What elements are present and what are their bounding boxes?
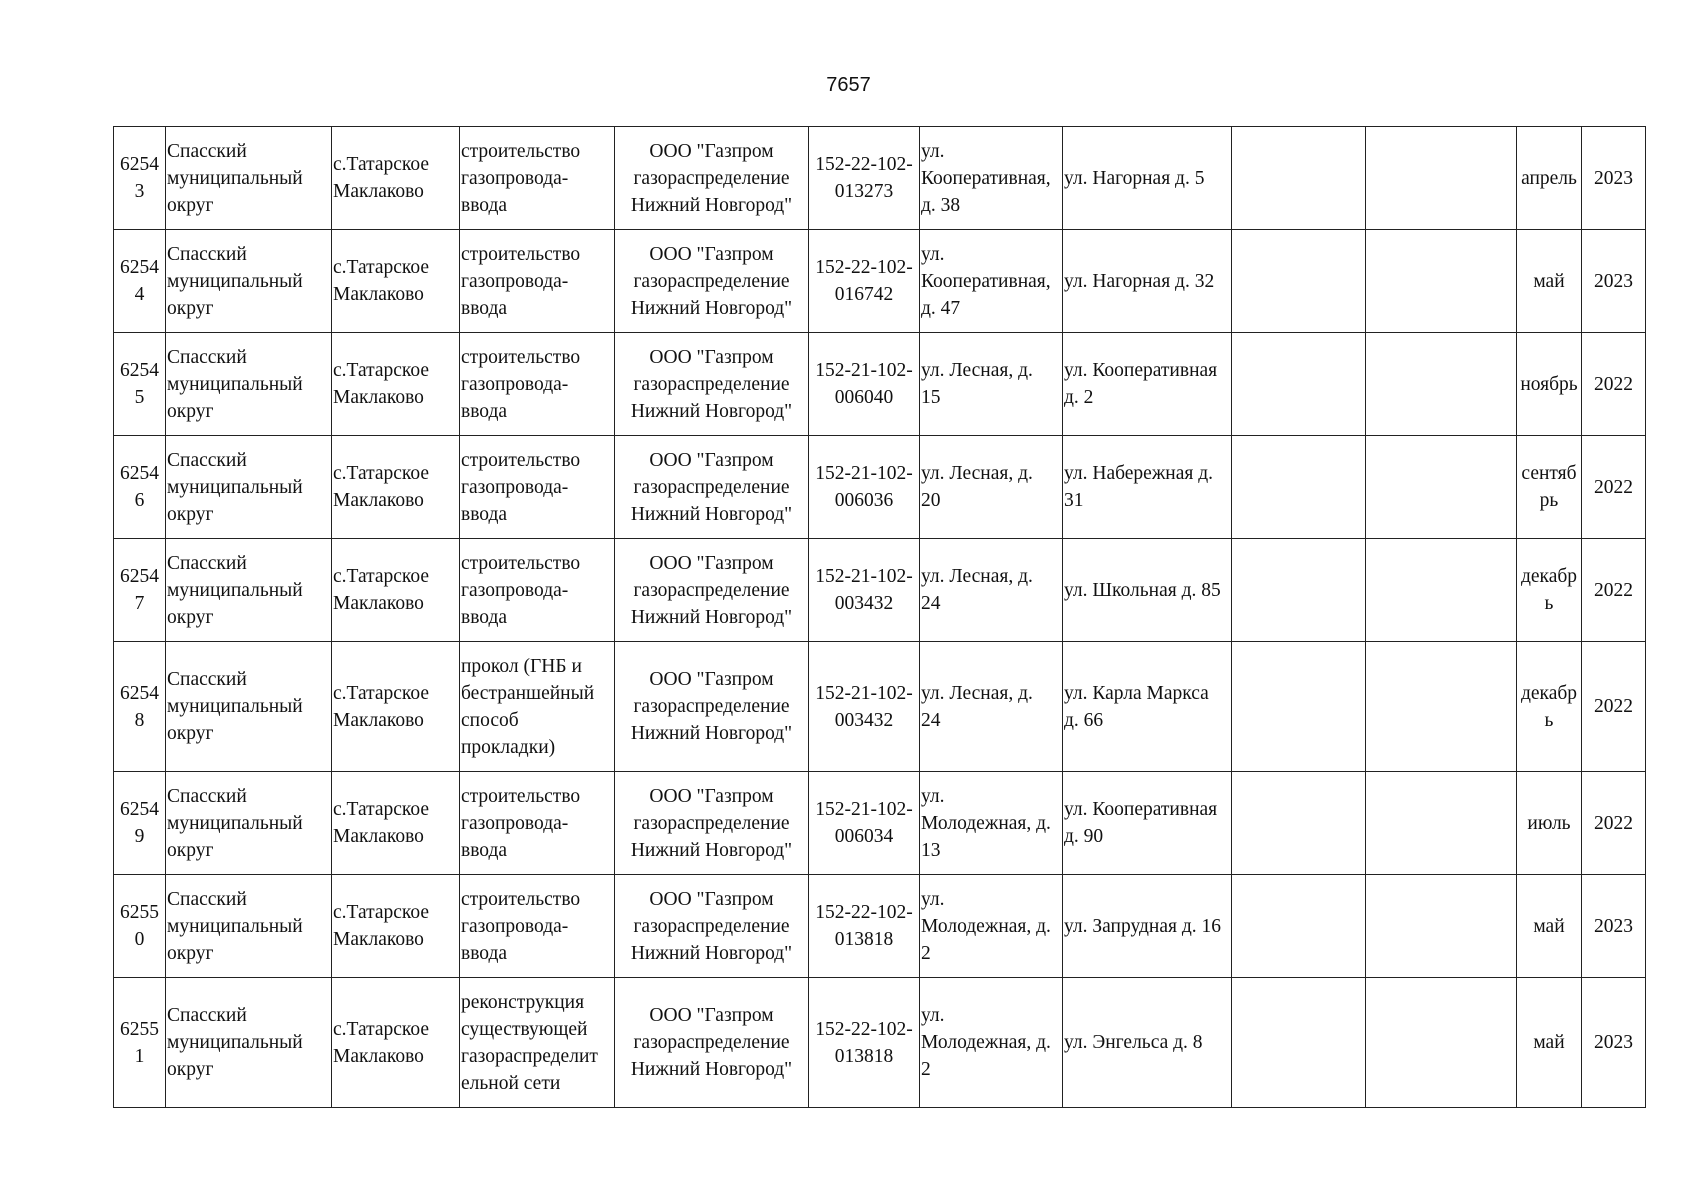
empty-cell-2: [1366, 772, 1517, 875]
connection-to-cell: ул. Запрудная д. 16: [1063, 875, 1232, 978]
table-row: [114, 127, 1646, 230]
district-cell: Спасский муниципальный округ: [166, 436, 332, 539]
organization-cell: ООО "Газпром газораспределение Нижний Новгород": [615, 978, 809, 1108]
row-number: 6254 7: [114, 539, 166, 642]
table-row: [114, 230, 1646, 333]
application-code-cell: 152-22-102- 016742: [809, 230, 920, 333]
work-type-cell: реконструкция существующей газораспределит ельной сети: [460, 978, 615, 1108]
row-number: 6254 9: [114, 772, 166, 875]
empty-cell-1: [1232, 875, 1366, 978]
application-code-cell: 152-22-102- 013273: [809, 127, 920, 230]
work-type-cell: строительство газопровода- ввода: [460, 436, 615, 539]
table-body: [114, 127, 1646, 1108]
organization-cell: ООО "Газпром газораспределение Нижний Новгород": [615, 436, 809, 539]
table-row: [114, 539, 1646, 642]
application-code-cell: 152-21-102- 006036: [809, 436, 920, 539]
work-type-cell: строительство газопровода- ввода: [460, 875, 615, 978]
empty-cell-1: [1232, 642, 1366, 772]
connection-to-cell: ул. Нагорная д. 5: [1063, 127, 1232, 230]
district-cell: Спасский муниципальный округ: [166, 539, 332, 642]
district-cell: Спасский муниципальный округ: [166, 642, 332, 772]
settlement-cell: с.Татарское Маклаково: [332, 127, 460, 230]
month-cell: май: [1517, 875, 1582, 978]
table-row: [114, 978, 1646, 1108]
work-type-cell: строительство газопровода- ввода: [460, 333, 615, 436]
district-cell: Спасский муниципальный округ: [166, 978, 332, 1108]
empty-cell-2: [1366, 978, 1517, 1108]
empty-cell-1: [1232, 127, 1366, 230]
empty-cell-1: [1232, 978, 1366, 1108]
empty-cell-2: [1366, 875, 1517, 978]
row-number: 6254 6: [114, 436, 166, 539]
connection-from-cell: ул. Молодежная, д. 13: [920, 772, 1063, 875]
month-cell: сентяб рь: [1517, 436, 1582, 539]
month-cell: май: [1517, 978, 1582, 1108]
empty-cell-1: [1232, 333, 1366, 436]
connection-to-cell: ул. Школьная д. 85: [1063, 539, 1232, 642]
row-number: 6254 5: [114, 333, 166, 436]
settlement-cell: с.Татарское Маклаково: [332, 772, 460, 875]
work-type-cell: строительство газопровода- ввода: [460, 772, 615, 875]
connection-from-cell: ул. Кооперативная, д. 38: [920, 127, 1063, 230]
organization-cell: ООО "Газпром газораспределение Нижний Новгород": [615, 772, 809, 875]
row-number: 6255 0: [114, 875, 166, 978]
row-number: 6255 1: [114, 978, 166, 1108]
empty-cell-1: [1232, 772, 1366, 875]
district-cell: Спасский муниципальный округ: [166, 875, 332, 978]
year-cell: 2022: [1582, 333, 1646, 436]
district-cell: Спасский муниципальный округ: [166, 772, 332, 875]
work-type-cell: строительство газопровода- ввода: [460, 127, 615, 230]
row-number: 6254 3: [114, 127, 166, 230]
connection-from-cell: ул. Лесная, д. 24: [920, 539, 1063, 642]
table-row: [114, 642, 1646, 772]
empty-cell-2: [1366, 127, 1517, 230]
organization-cell: ООО "Газпром газораспределение Нижний Новгород": [615, 230, 809, 333]
settlement-cell: с.Татарское Маклаково: [332, 642, 460, 772]
application-code-cell: 152-21-102- 003432: [809, 539, 920, 642]
connection-from-cell: ул. Лесная, д. 24: [920, 642, 1063, 772]
settlement-cell: с.Татарское Маклаково: [332, 875, 460, 978]
connection-from-cell: ул. Лесная, д. 15: [920, 333, 1063, 436]
year-cell: 2022: [1582, 539, 1646, 642]
settlement-cell: с.Татарское Маклаково: [332, 978, 460, 1108]
page-number: 7657: [826, 74, 871, 96]
district-cell: Спасский муниципальный округ: [166, 127, 332, 230]
works-table: [113, 126, 1646, 1108]
settlement-cell: с.Татарское Маклаково: [332, 333, 460, 436]
connection-to-cell: ул. Нагорная д. 32: [1063, 230, 1232, 333]
application-code-cell: 152-21-102- 006034: [809, 772, 920, 875]
table-row: [114, 436, 1646, 539]
connection-from-cell: ул. Лесная, д. 20: [920, 436, 1063, 539]
application-code-cell: 152-22-102- 013818: [809, 875, 920, 978]
empty-cell-2: [1366, 333, 1517, 436]
month-cell: декабр ь: [1517, 642, 1582, 772]
table-row: [114, 333, 1646, 436]
organization-cell: ООО "Газпром газораспределение Нижний Новгород": [615, 539, 809, 642]
year-cell: 2023: [1582, 978, 1646, 1108]
empty-cell-1: [1232, 539, 1366, 642]
connection-to-cell: ул. Кооперативная д. 90: [1063, 772, 1232, 875]
row-number: 6254 4: [114, 230, 166, 333]
empty-cell-2: [1366, 539, 1517, 642]
work-type-cell: строительство газопровода- ввода: [460, 230, 615, 333]
month-cell: апрель: [1517, 127, 1582, 230]
year-cell: 2022: [1582, 772, 1646, 875]
empty-cell-2: [1366, 642, 1517, 772]
work-type-cell: строительство газопровода- ввода: [460, 539, 615, 642]
connection-to-cell: ул. Энгельса д. 8: [1063, 978, 1232, 1108]
application-code-cell: 152-22-102- 013818: [809, 978, 920, 1108]
year-cell: 2022: [1582, 642, 1646, 772]
table-row: [114, 875, 1646, 978]
application-code-cell: 152-21-102- 003432: [809, 642, 920, 772]
year-cell: 2023: [1582, 127, 1646, 230]
connection-to-cell: ул. Набережная д. 31: [1063, 436, 1232, 539]
empty-cell-1: [1232, 436, 1366, 539]
settlement-cell: с.Татарское Маклаково: [332, 436, 460, 539]
year-cell: 2022: [1582, 436, 1646, 539]
organization-cell: ООО "Газпром газораспределение Нижний Новгород": [615, 333, 809, 436]
year-cell: 2023: [1582, 875, 1646, 978]
connection-from-cell: ул. Кооперативная, д. 47: [920, 230, 1063, 333]
empty-cell-2: [1366, 436, 1517, 539]
empty-cell-1: [1232, 230, 1366, 333]
connection-to-cell: ул. Карла Маркса д. 66: [1063, 642, 1232, 772]
settlement-cell: с.Татарское Маклаково: [332, 539, 460, 642]
row-number: 6254 8: [114, 642, 166, 772]
organization-cell: ООО "Газпром газораспределение Нижний Новгород": [615, 875, 809, 978]
connection-to-cell: ул. Кооперативная д. 2: [1063, 333, 1232, 436]
month-cell: декабр ь: [1517, 539, 1582, 642]
table-row: [114, 772, 1646, 875]
year-cell: 2023: [1582, 230, 1646, 333]
district-cell: Спасский муниципальный округ: [166, 230, 332, 333]
connection-from-cell: ул. Молодежная, д. 2: [920, 978, 1063, 1108]
empty-cell-2: [1366, 230, 1517, 333]
month-cell: май: [1517, 230, 1582, 333]
work-type-cell: прокол (ГНБ и бестраншейный способ прокладки): [460, 642, 615, 772]
connection-from-cell: ул. Молодежная, д. 2: [920, 875, 1063, 978]
organization-cell: ООО "Газпром газораспределение Нижний Новгород": [615, 127, 809, 230]
month-cell: ноябрь: [1517, 333, 1582, 436]
organization-cell: ООО "Газпром газораспределение Нижний Новгород": [615, 642, 809, 772]
application-code-cell: 152-21-102- 006040: [809, 333, 920, 436]
settlement-cell: с.Татарское Маклаково: [332, 230, 460, 333]
district-cell: Спасский муниципальный округ: [166, 333, 332, 436]
month-cell: июль: [1517, 772, 1582, 875]
